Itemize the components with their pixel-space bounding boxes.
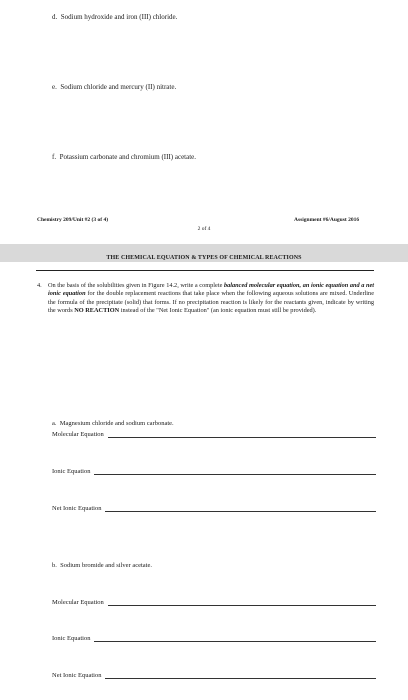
question-text xyxy=(48,282,374,316)
answer-line[interactable] xyxy=(94,641,376,642)
question-part1: On the basis of the solubilities given in Figure 14.2, write a complete xyxy=(48,282,224,289)
part-b-label: b. xyxy=(52,562,57,569)
question-bold1: balanced molecular equation, an ionic equation and a net ionic equation xyxy=(48,282,374,298)
page-number xyxy=(0,225,408,234)
item-e-label: e. xyxy=(52,83,57,91)
section-heading: THE CHEMICAL EQUATION & TYPES OF CHEMICAL REACTIONS xyxy=(106,255,302,261)
answer-line[interactable] xyxy=(94,474,376,475)
question-number: 4. xyxy=(37,282,42,289)
worksheet-page-1 xyxy=(0,0,408,244)
net-ionic-equation-label: Net Ionic Equation xyxy=(52,672,102,679)
answer-line[interactable] xyxy=(105,511,376,512)
part-b-ionic-row[interactable] xyxy=(52,633,376,643)
part-b-net-ionic-row[interactable] xyxy=(52,670,376,680)
heading-divider xyxy=(36,270,374,271)
part-a-ionic-row[interactable] xyxy=(52,466,376,476)
item-d xyxy=(52,13,177,22)
question-part3: instead of the "Net Ionic Equation" (an ionic equation must still be provided). xyxy=(119,307,317,315)
item-e-text: Sodium chloride and mercury (II) nitrate. xyxy=(60,83,177,91)
footer-right: Assignment #6/August 2016 xyxy=(294,217,360,223)
answer-line[interactable] xyxy=(105,678,376,679)
item-f-label: f. xyxy=(52,153,57,161)
part-a-molecular-row[interactable] xyxy=(52,429,376,439)
molecular-equation-label: Molecular Equation xyxy=(52,431,104,438)
item-f-text: Potassium carbonate and chromium (III) acetate. xyxy=(59,153,197,161)
answer-line[interactable] xyxy=(108,605,376,606)
part-a-label: a. xyxy=(52,420,57,427)
item-e xyxy=(52,83,176,92)
part-b xyxy=(52,561,152,570)
page-number-text: 2 of 4 xyxy=(197,226,211,232)
part-a-net-ionic-row[interactable] xyxy=(52,503,376,513)
part-a-text: Magnesium chloride and sodium carbonate. xyxy=(59,420,174,427)
part-b-molecular-row[interactable] xyxy=(52,597,376,607)
footer-left: Chemistry 209/Unit #2 (3 of 4) xyxy=(37,217,109,223)
question-part2: for the double replacement reactions that take place when the following aqueous solutions are mixed. Underline the formula of the precipitate (solid) that forms. If no precipitation reaction is likely for the reactants given, indicate by writing the words xyxy=(48,290,374,315)
ionic-equation-label: Ionic Equation xyxy=(52,635,91,642)
net-ionic-equation-label: Net Ionic Equation xyxy=(52,505,102,512)
answer-line[interactable] xyxy=(108,437,376,438)
molecular-equation-label: Molecular Equation xyxy=(52,599,104,606)
ionic-equation-label: Ionic Equation xyxy=(52,468,91,475)
part-b-text: Sodium bromide and silver acetate. xyxy=(60,562,153,569)
item-f xyxy=(52,153,196,162)
part-a xyxy=(52,419,174,428)
item-d-text: Sodium hydroxide and iron (III) chloride. xyxy=(60,13,178,21)
item-d-label: d. xyxy=(52,13,58,21)
question-bold2: NO REACTION xyxy=(74,307,120,315)
